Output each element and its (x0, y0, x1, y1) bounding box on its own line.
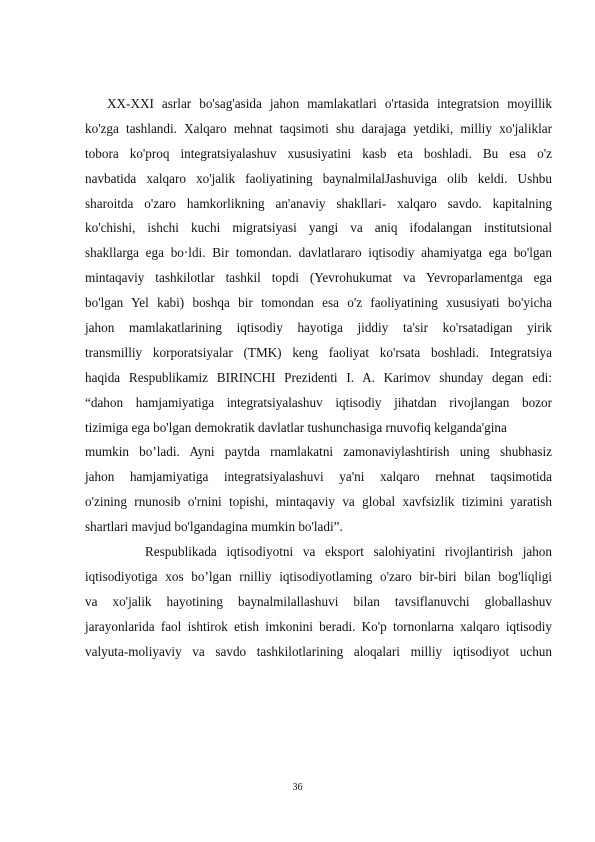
text-line: XX-XXI asrlar bo'sag'asida jahon mamlakatlari o'rtasida integratsion moyillik (107, 96, 552, 111)
text-line: iqtisodiyotiga xos bo’lgan rnilliy iqtisodiyotlaming o'zaro bir-biri bilan bog'liqligi (85, 568, 552, 584)
text-line: sharoitda o'zaro hamkorlikning an'anaviy shakllari- xalqaro savdo. kapitalning (85, 195, 552, 211)
text-line: tobora ko'proq integratsiyalashuv xususiyatini kasb eta boshladi. Bu esa o'z (85, 145, 552, 161)
text-line: Respublikada iqtisodiyotni va eksport salohiyatini rivojlantirish jahon (145, 544, 552, 560)
text-line: transmilliy korporatsiyalar (TMK) keng faoliyat ko'rsata boshladi. Integratsiya (85, 344, 552, 360)
text-line: “dahon hamjamiyatiga integratsiyalashuv iqtisodiy jihatdan rivojlangan bozor (85, 394, 552, 410)
text-line: mintaqaviy tashkilotlar tashkil topdi (Yevrohukumat va Yevroparlamentga ega (85, 270, 552, 286)
text-line: va xo'jalik hayotining baynalmilallashuvi bilan tavsiflanuvchi globallashuv (85, 593, 552, 609)
text-line: shartlari mavjud bo'lgandagina mumkin bo'ladi”. (85, 519, 343, 535)
text-line: valyuta-moliyaviy va savdo tashkilotlarining aloqalari milliy iqtisodiyot uchun (85, 643, 552, 659)
text-line: bo'lgan Yel kabi) boshqa bir tomondan esa o'z faoliyatining xususiyati bo'yicha (85, 295, 552, 311)
text-line: navbatida xalqaro xo'jalik faoliyatining baynalmilalJashuviga olib keldi. Ushbu (85, 170, 552, 186)
text-line: jahon mamlakatlarining iqtisodiy hayotiga jiddiy ta'sir ko'rsatadigan yirik (85, 320, 552, 336)
paragraph-1 (85, 92, 552, 540)
text-line: o'zining rnunosib o'rnini topishi, mintaqaviy va global xavfsizlik tizimini yaratish (85, 494, 552, 510)
text-line: tizimiga ega bo'lgan demokratik davlatlar tushunchasiga rnuvofiq kelganda'gina (85, 419, 507, 435)
text-line: jarayonlarida faol ishtirok etish imkonini beradi. Ko'p tornonlarna xalqaro iqtisodiy (85, 618, 552, 634)
text-line: mumkin bo’ladi. Ayni paytda rnamlakatni zamonaviylashtirish uning shubhasiz (85, 444, 552, 460)
text-line: ko'zga tashlandi. Xalqaro mehnat taqsimoti shu darajaga yetdiki, milliy xo'jaliklar (85, 120, 552, 136)
text-line: haqida Respublikamiz BIRINCHI Prezidenti I. A. Karimov shunday degan edi: (85, 369, 552, 385)
text-line: ko'chishi, ishchi kuchi migratsiyasi yangi va aniq ifodalangan institutsional (85, 220, 552, 236)
page-number: 36 (292, 782, 303, 793)
paragraph-2 (85, 540, 552, 664)
document-body (85, 92, 552, 664)
text-line: jahon hamjamiyatiga integratsiyalashuvi ya'ni xalqaro rnehnat taqsimotida (85, 469, 552, 485)
text-line: shakllarga ega bo·ldi. Bir tomondan. davlatlararo iqtisodiy ahamiyatga ega bo'lgan (85, 245, 552, 261)
